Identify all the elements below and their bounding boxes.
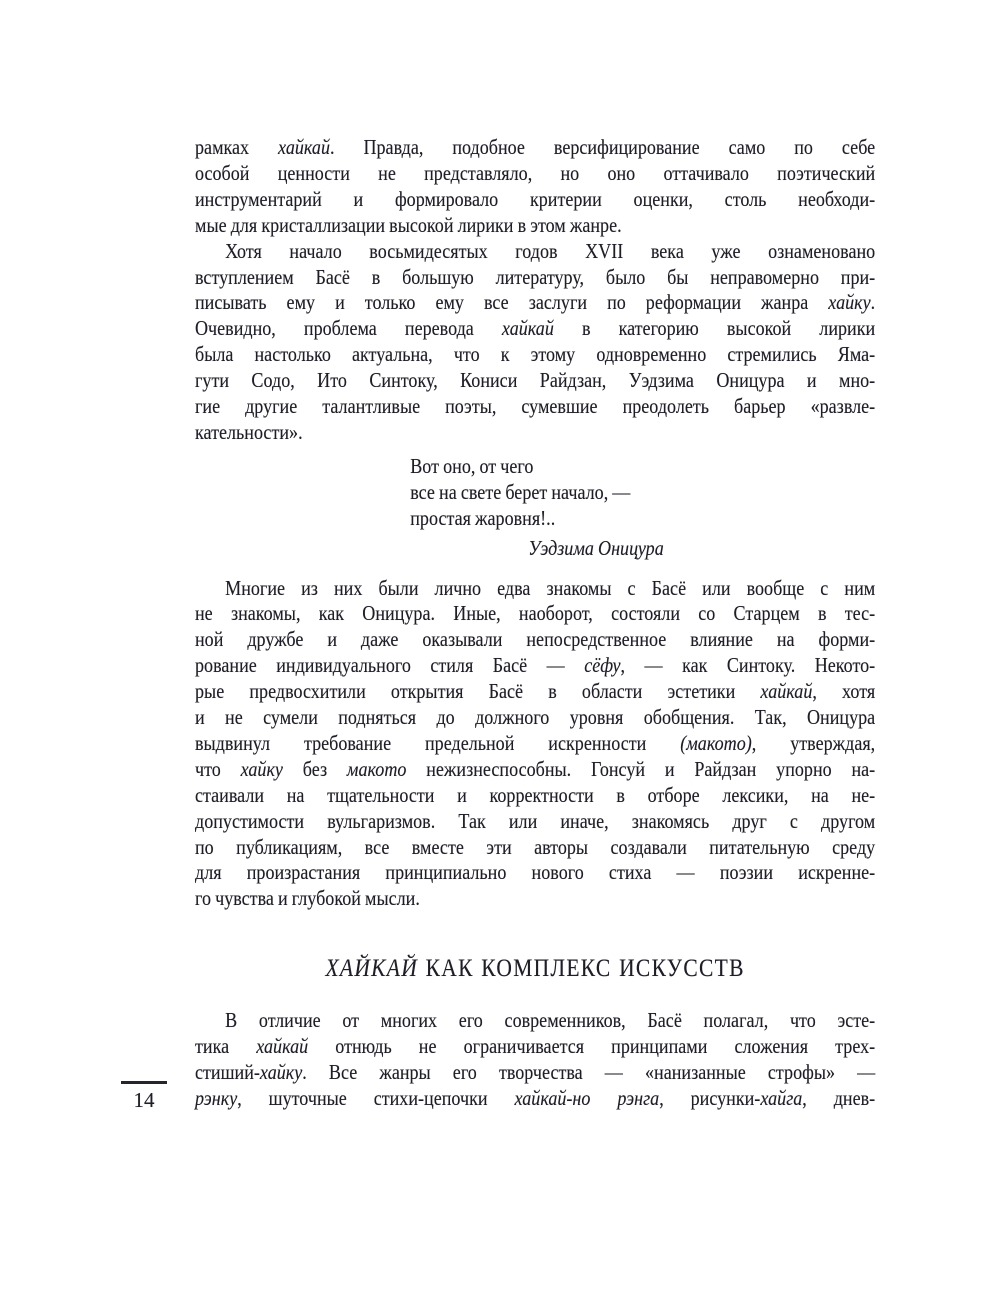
text-line: [195, 368, 875, 394]
text-line: [410, 480, 875, 506]
italic-term: хайкай: [501, 316, 554, 341]
text-segment: , шуточные стихи-цепочки: [237, 1086, 515, 1110]
text-segment: инструментарий и формировало критерии оценки, столь необходи-: [195, 186, 876, 211]
text-line: [195, 731, 875, 757]
text-line: [195, 1034, 875, 1060]
text-segment: Хотя начало восьмидесятых годов XVII века уже ознаменовано: [225, 238, 876, 263]
text-line: [195, 1086, 875, 1112]
text-segment: го чувства и глубокой мысли.: [195, 886, 420, 911]
text-segment: КАК КОМПЛЕКС ИСКУССТВ: [418, 955, 745, 983]
verse-attribution: [528, 536, 875, 562]
text-segment: по публикациям, все вместе эти авторы создавали питательную среду: [195, 834, 876, 859]
text-segment: , рисунки-: [659, 1086, 761, 1110]
text-segment: стиший-: [195, 1060, 260, 1085]
page-number: 14: [133, 1088, 155, 1112]
text-line: [195, 420, 875, 446]
text-line: [195, 187, 875, 213]
paragraph-4: [195, 1008, 875, 1112]
italic-term: хайга: [760, 1086, 803, 1110]
text-line: [195, 576, 875, 602]
text-line: [195, 835, 875, 861]
verse-quote: [410, 454, 875, 532]
text-segment: нежизнеспособны. Гонсуй и Райдзан упорно на-: [406, 756, 876, 781]
text-segment: гути Содо, Ито Синтоку, Кониси Райдзан, Уэдзима Оницура и мно-: [195, 368, 876, 393]
text-segment: в категорию высокой лирики: [553, 316, 876, 341]
text-line: [195, 705, 875, 731]
text-segment: была настолько актуальна, что к этому одновременно стремились Яма-: [195, 342, 876, 367]
text-segment: Многие из них были лично едва знакомы с Басё или вообще с ним: [225, 575, 876, 600]
italic-term: (макото): [680, 730, 752, 755]
italic-term: хайкай: [760, 679, 813, 704]
text-line: [410, 454, 875, 480]
text-segment: , днев-: [802, 1086, 876, 1110]
text-line: [195, 627, 875, 653]
text-line: [195, 809, 875, 835]
text-line: [528, 536, 875, 562]
text-segment: Очевидно, проблема перевода: [195, 316, 502, 341]
text-segment: , хотя: [812, 679, 876, 704]
text-segment: вступлением Басё в большую литературу, было бы неправомерно при-: [195, 264, 876, 289]
paragraph-3: [195, 576, 875, 913]
text-segment: писывать ему и только ему все заслуги по реформации жанра: [195, 290, 829, 315]
paragraph-1: [195, 135, 875, 239]
text-segment: , — как Синтоку. Некото-: [620, 653, 876, 678]
text-line: [195, 679, 875, 705]
text-line: [195, 1060, 875, 1086]
text-segment: все на свете берет начало, —: [410, 479, 631, 504]
text-line: [195, 316, 875, 342]
text-segment: рамках: [195, 135, 279, 159]
section-heading: [195, 954, 875, 984]
text-segment: рование индивидуального стиля Басё —: [195, 653, 585, 678]
text-line: [195, 239, 875, 265]
text-line: [195, 342, 875, 368]
text-line: [195, 394, 875, 420]
italic-term: хайку: [828, 290, 871, 315]
italic-term: макото: [346, 756, 407, 781]
text-line: [195, 290, 875, 316]
text-line: [195, 783, 875, 809]
italic-term: хайку: [240, 756, 283, 781]
text-segment: Вот оно, от чего: [410, 453, 534, 478]
text-line: [195, 860, 875, 886]
italic-term: хайкай: [256, 1034, 309, 1059]
paragraph-2: [195, 239, 875, 446]
text-line: [195, 213, 875, 239]
italic-term: сёфу: [584, 653, 621, 678]
text-segment: кательности».: [195, 419, 303, 444]
text-segment: .: [870, 290, 876, 315]
text-line: [195, 886, 875, 912]
text-segment: ной дружбе и даже оказывали непосредственное влияние на форми-: [195, 627, 876, 652]
italic-term: рэнку: [195, 1086, 238, 1110]
text-segment: и не сумели подняться до должного уровня обобщения. Так, Оницура: [195, 705, 876, 730]
italic-term: хайкай-но рэнга: [514, 1086, 660, 1110]
text-segment: В отличие от многих его современников, Басё полагал, что эсте-: [225, 1008, 876, 1033]
text-line: [195, 1008, 875, 1034]
text-segment: простая жаровня!..: [410, 505, 556, 530]
italic-term: Уэдзима Оницура: [528, 535, 664, 560]
text-line: [410, 506, 875, 532]
text-line: [195, 757, 875, 783]
text-segment: мые для кристаллизации высокой лирики в этом жанре.: [195, 212, 622, 237]
text-segment: . Правда, подобное версифицирование само по себе: [330, 135, 876, 159]
text-segment: без: [282, 756, 347, 781]
text-line: [195, 265, 875, 291]
italic-term: хайкай: [278, 135, 331, 159]
italic-term: хайку: [259, 1060, 303, 1085]
footer-rule: [121, 1081, 167, 1084]
italic-term: ХАЙКАЙ: [325, 955, 419, 983]
text-line: [195, 135, 875, 161]
text-segment: , утверждая,: [751, 730, 876, 755]
text-segment: стаивали на тщательности и корректности в отборе лексики, на не-: [195, 782, 876, 807]
text-segment: тика: [195, 1034, 257, 1059]
text-segment: рые предвосхитили открытия Басё в области эстетики: [195, 679, 761, 704]
text-column: [195, 135, 875, 1112]
text-segment: отнюдь не ограничивается принципами сложения трех-: [308, 1034, 876, 1059]
text-segment: особой ценности не представляло, но оно оттачивало поэтический: [195, 160, 876, 185]
text-segment: гие другие талантливые поэты, сумевшие преодолеть барьер «развле-: [195, 394, 876, 419]
text-segment: для произрастания принципиально нового стиха — поэзии искренне-: [195, 860, 876, 885]
text-segment: не знакомы, как Оницура. Иные, наоборот, состояли со Старцем в тес-: [195, 601, 876, 626]
text-line: [195, 601, 875, 627]
text-line: [195, 653, 875, 679]
text-segment: . Все жанры его творчества — «нанизанные строфы» —: [302, 1060, 876, 1085]
text-line: [195, 954, 875, 984]
text-segment: допустимости вульгаризмов. Так или иначе, знакомясь друг с другом: [195, 808, 876, 833]
text-segment: что: [195, 756, 241, 781]
text-line: [195, 161, 875, 187]
text-segment: выдвинул требование предельной искренности: [195, 730, 681, 755]
